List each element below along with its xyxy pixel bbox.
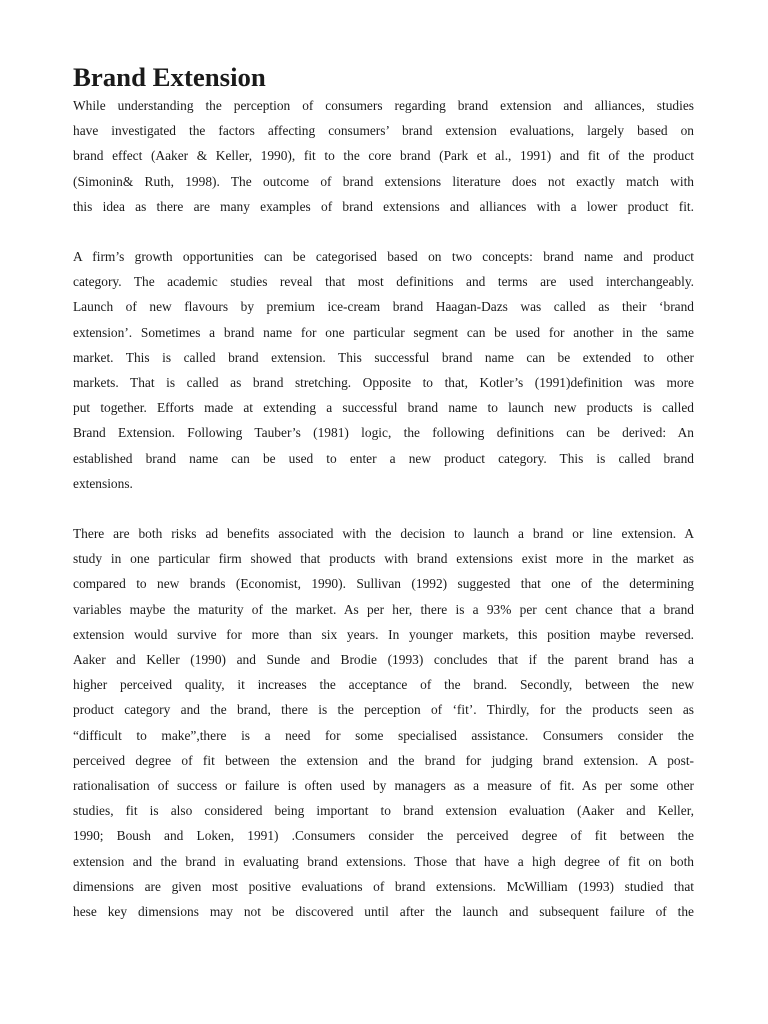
text-line: “difficult to make”,there is a need for some specialised assistance. Consumers consider the <box>73 727 694 743</box>
text-line: higher perceived quality, it increases the acceptance of the brand. Secondly, between the new <box>73 677 694 693</box>
text-line: dimensions are given most positive evaluations of brand extensions. McWilliam (1993) studied that <box>73 878 694 894</box>
text-line: compared to new brands (Economist, 1990). Sullivan (1992) suggested that one of the determining <box>73 576 694 592</box>
document-page <box>73 62 694 924</box>
text-line: category. The academic studies reveal that most definitions and terms are used interchangeably. <box>73 274 694 290</box>
paragraph-3 <box>73 521 694 924</box>
text-line: perceived degree of fit between the extension and the brand for judging brand extension. A post- <box>73 752 694 768</box>
paragraph-2 <box>73 244 694 496</box>
text-line: Aaker and Keller (1990) and Sunde and Brodie (1993) concludes that if the parent brand has a <box>73 652 694 668</box>
paragraph-1 <box>73 93 694 219</box>
text-line: 1990; Boush and Loken, 1991) .Consumers consider the perceived degree of fit between the <box>73 828 694 844</box>
text-line: While understanding the perception of consumers regarding brand extension and alliances, studies <box>73 98 694 113</box>
text-line: There are both risks ad benefits associated with the decision to launch a brand or line extension. A <box>73 526 694 542</box>
text-line: extension’. Sometimes a brand name for one particular segment can be used for another in the same <box>73 324 694 340</box>
text-line: brand effect (Aaker & Keller, 1990), fit to the core brand (Park et al., 1991) and fit of the product <box>73 148 694 164</box>
text-line: (Simonin& Ruth, 1998). The outcome of brand extensions literature does not exactly match with <box>73 173 694 189</box>
text-line: studies, fit is also considered being important to brand extension evaluation (Aaker and Keller, <box>73 803 694 819</box>
text-line: rationalisation of success or failure is often used by managers as a measure of fit. As per some other <box>73 778 694 794</box>
text-line: extension would survive for more than six years. In younger markets, this position maybe reversed. <box>73 626 694 642</box>
text-line: variables maybe the maturity of the market. As per her, there is a 93% per cent chance that a brand <box>73 601 694 617</box>
text-line: A firm’s growth opportunities can be categorised based on two concepts: brand name and product <box>73 249 694 265</box>
text-line: put together. Efforts made at extending a successful brand name to launch new products is called <box>73 400 694 416</box>
text-line: established brand name can be used to enter a new product category. This is called brand <box>73 450 694 466</box>
text-line: Launch of new flavours by premium ice-cream brand Haagan-Dazs was called as their ‘brand <box>73 299 694 315</box>
text-line: Brand Extension. Following Tauber’s (1981) logic, the following definitions can be derived: An <box>73 425 694 441</box>
text-line: hese key dimensions may not be discovered until after the launch and subsequent failure of the <box>73 904 694 920</box>
text-line: extension and the brand in evaluating brand extensions. Those that have a high degree of fit on both <box>73 853 694 869</box>
section-heading: Brand Extension <box>73 62 266 92</box>
text-line: have investigated the factors affecting consumers’ brand extension evaluations, largely based on <box>73 123 694 139</box>
text-line: this idea as there are many examples of brand extensions and alliances with a lower product fit. <box>73 198 694 214</box>
text-line: product category and the brand, there is the perception of ‘fit’. Thirdly, for the products seen as <box>73 702 694 718</box>
text-line: markets. That is called as brand stretching. Opposite to that, Kotler’s (1991)definition was more <box>73 375 694 391</box>
text-line: market. This is called brand extension. This successful brand name can be extended to other <box>73 349 694 365</box>
text-line: study in one particular firm showed that products with brand extensions exist more in the market as <box>73 551 694 567</box>
text-line: extensions. <box>73 475 133 491</box>
